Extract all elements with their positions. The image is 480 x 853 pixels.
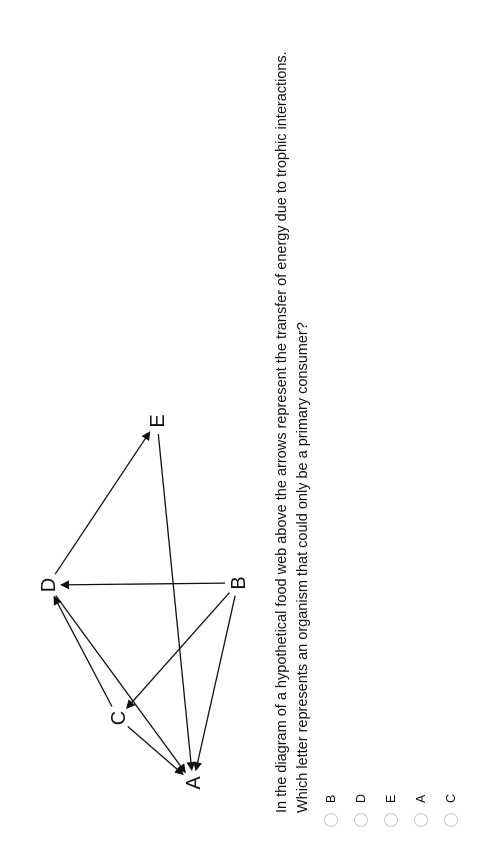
answer-option[interactable] [346, 787, 376, 827]
arrow-d-to-e [55, 432, 150, 574]
arrow-b-to-a [196, 596, 235, 771]
node-label-group [38, 414, 250, 789]
answer-option[interactable] [316, 787, 346, 827]
arrow-group [54, 432, 235, 775]
radio-button[interactable] [444, 813, 458, 827]
radio-button[interactable] [414, 813, 428, 827]
answer-option[interactable] [406, 787, 436, 827]
radio-button[interactable] [324, 813, 338, 827]
radio-button[interactable] [354, 813, 368, 827]
node-label-d: D [38, 577, 60, 593]
arrow-d-to-a [56, 595, 186, 772]
option-label: B [324, 794, 338, 803]
option-label: D [354, 793, 368, 803]
node-label-b: B [228, 576, 250, 590]
arrow-c-to-a [128, 727, 183, 775]
node-label-a: A [183, 776, 205, 790]
answer-option[interactable] [436, 787, 466, 827]
arrow-c-to-d [54, 597, 112, 707]
option-label: C [444, 793, 458, 803]
question-text [272, 13, 314, 813]
node-label-e: E [147, 414, 169, 428]
option-label: A [414, 794, 428, 803]
arrow-e-to-a [158, 434, 191, 770]
answer-option[interactable] [376, 787, 406, 827]
question-line-2: Which letter represents an organism that could only be a primary consumer? [295, 322, 311, 813]
question-line-1: In the diagram of a hypothetical food web above the arrows represent the transfer of energy due to trophic interactions. [274, 51, 290, 813]
radio-button[interactable] [384, 813, 398, 827]
arrow-b-to-d [61, 583, 225, 585]
answer-options [316, 787, 466, 827]
option-label: E [384, 794, 398, 803]
node-label-c: C [108, 710, 130, 726]
